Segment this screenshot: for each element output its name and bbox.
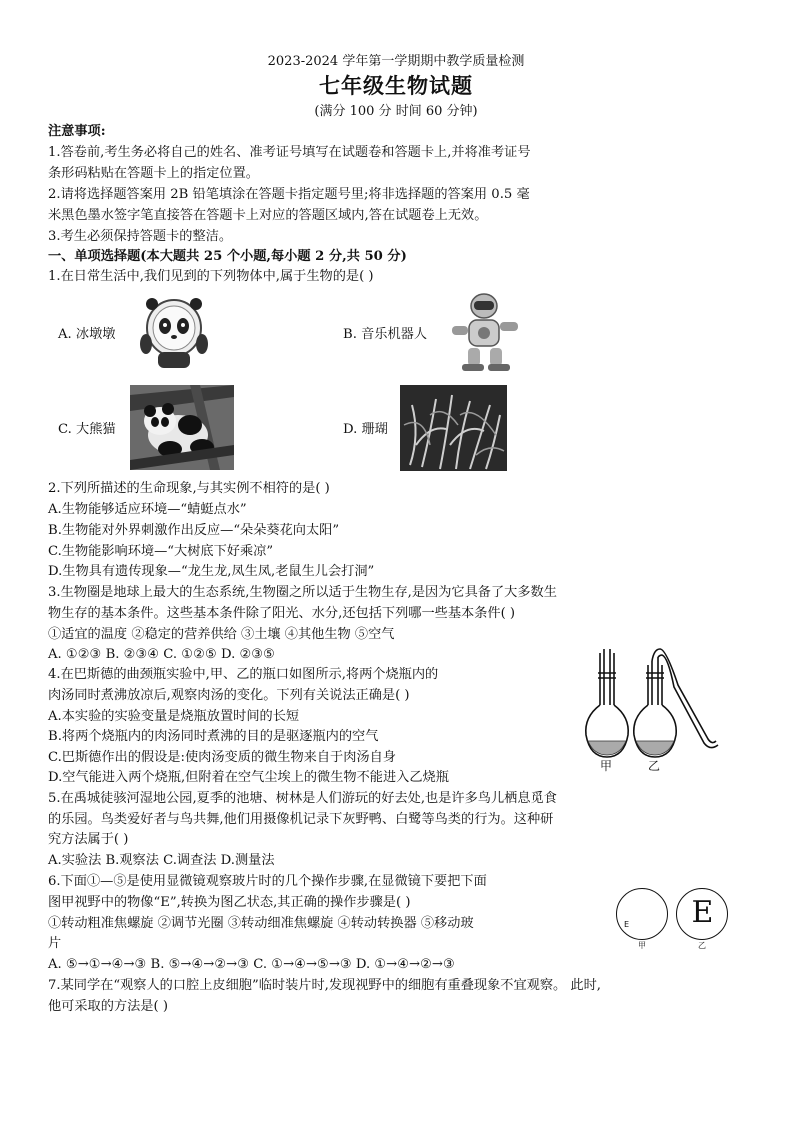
q2-option-d: D.生物具有遗传现象—“龙生龙,凤生凤,老鼠生儿会打洞” — [48, 564, 375, 579]
page-title: 七年级生物试题 — [319, 73, 473, 98]
notice-line: 2.请将选择题答案用 2B 铅笔填涂在答题卡指定题号里;将非选择题的答案用 0.5 毫 — [48, 187, 530, 202]
view-label-yi: 乙 — [698, 941, 706, 950]
q4-option-b: B.将两个烧瓶内的肉汤同时煮沸的目的是驱逐瓶内的空气 — [48, 729, 379, 744]
question-7-stem: 7.某同学在“观察人的口腔上皮细胞”临时装片时,发现视野中的细胞有重叠现象不宜观察。 此时, — [48, 978, 601, 993]
page-subtitle: (满分 100 分 时间 60 分钟) — [314, 104, 478, 119]
notice-line: 1.答卷前,考生务必将自己的姓名、准考证号填写在试题卷和答题卡上,并将准考证号 — [48, 145, 531, 160]
q2-option-a: A.生物能够适应环境—“蜻蜓点水” — [48, 502, 247, 517]
question-1-stem: 1.在日常生活中,我们见到的下列物体中,属于生物的是( ) — [48, 269, 374, 284]
question-6-stem-cont: 图甲视野中的物像“E”,转换为图乙状态,其正确的操作步骤是( ) — [48, 895, 411, 910]
view-circle-jia — [616, 888, 668, 940]
notice-line: 3.考生必须保持答题卡的整洁。 — [48, 229, 233, 244]
q2-option-c: C.生物能影响环境—“大树底下好乘凉” — [48, 544, 274, 559]
q1-option-a: A. 冰墩墩 — [58, 327, 116, 342]
view-label-jia: 甲 — [638, 941, 646, 950]
flask-label-jia: 甲 — [600, 759, 613, 773]
music-robot-image — [446, 290, 524, 374]
q1-option-d: D. 珊瑚 — [343, 422, 388, 437]
q6-options: A. ⑤→①→④→③ B. ⑤→④→②→③ C. ①→④→⑤→③ D. ①→④→②→③ — [48, 957, 455, 972]
giant-panda-image — [130, 385, 234, 470]
q2-option-b: B.生物能对外界刺激作出反应—“朵朵葵花向太阳” — [48, 523, 340, 538]
swan-neck-flask-figure — [580, 645, 720, 775]
q5-options: A.实验法 B.观察法 C.调查法 D.测量法 — [48, 853, 275, 868]
q6-steps-cont: 片 — [48, 936, 62, 951]
flask-label-yi: 乙 — [648, 759, 661, 773]
q6-steps: ①转动粗准焦螺旋 ②调节光圈 ③转动细准焦螺旋 ④转动转换器 ⑤移动玻 — [48, 916, 474, 931]
notice-line: 条形码粘贴在答题卡上的指定位置。 — [48, 166, 259, 181]
bing-dwen-dwen-image — [136, 292, 212, 372]
coral-image — [400, 385, 507, 471]
question-3-stem: 3.生物圈是地球上最大的生态系统,生物圈之所以适于生物生存,是因为它具备了大多数生 — [48, 585, 557, 600]
question-5-stem: 5.在禹城徒骇河湿地公园,夏季的池塘、树林是人们游玩的好去处,也是许多鸟儿栖息觅食 — [48, 791, 557, 806]
q4-option-c: C.巴斯德作出的假设是:使肉汤变质的微生物来自于肉汤自身 — [48, 750, 396, 765]
question-5-stem-cont: 的乐园。鸟类爱好者与鸟共舞,他们用摄像机记录下灰野鸭、白鹭等鸟类的行为。这种研 — [48, 812, 554, 827]
q3-options: A. ①②③ B. ②③④ C. ①②⑤ D. ②③⑤ — [48, 647, 275, 662]
section-heading: 一、单项选择题(本大题共 25 个小题,每小题 2 分,共 50 分) — [48, 249, 407, 264]
question-7-stem-cont: 他可采取的方法是( ) — [48, 999, 168, 1014]
exam-header-line: 2023-2024 学年第一学期期中教学质量检测 — [267, 54, 525, 69]
q4-option-d: D.空气能进入两个烧瓶,但附着在空气尘埃上的微生物不能进入乙烧瓶 — [48, 770, 449, 785]
question-3-stem-cont: 物生存的基本条件。这些基本条件除了阳光、水分,还包括下列哪一些基本条件( ) — [48, 606, 516, 621]
q3-conditions: ①适宜的温度 ②稳定的营养供给 ③土壤 ④其他生物 ⑤空气 — [48, 627, 395, 642]
question-2-stem: 2.下列所描述的生命现象,与其实例不相符的是( ) — [48, 481, 330, 496]
question-6-stem: 6.下面①—⑤是使用显微镜观察玻片时的几个操作步骤,在显微镜下要把下面 — [48, 874, 487, 889]
small-e-letter: E — [624, 920, 630, 929]
question-5-stem-end: 究方法属于( ) — [48, 832, 129, 847]
q4-option-a: A.本实验的实验变量是烧瓶放置时间的长短 — [48, 709, 300, 724]
question-4-stem: 4.在巴斯德的曲颈瓶实验中,甲、乙的瓶口如图所示,将两个烧瓶内的 — [48, 667, 439, 682]
notice-line: 米黑色墨水签字笔直接答在答题卡上对应的答题区域内,答在试题卷上无效。 — [48, 208, 488, 223]
microscope-view-figure — [612, 886, 738, 950]
q1-option-b: B. 音乐机器人 — [343, 327, 428, 342]
question-4-stem-cont: 肉汤同时煮沸放凉后,观察肉汤的变化。下列有关说法正确是( ) — [48, 688, 410, 703]
q1-option-c: C. 大熊猫 — [58, 422, 116, 437]
notice-heading: 注意事项: — [48, 124, 106, 139]
big-e-letter: E — [691, 895, 714, 930]
